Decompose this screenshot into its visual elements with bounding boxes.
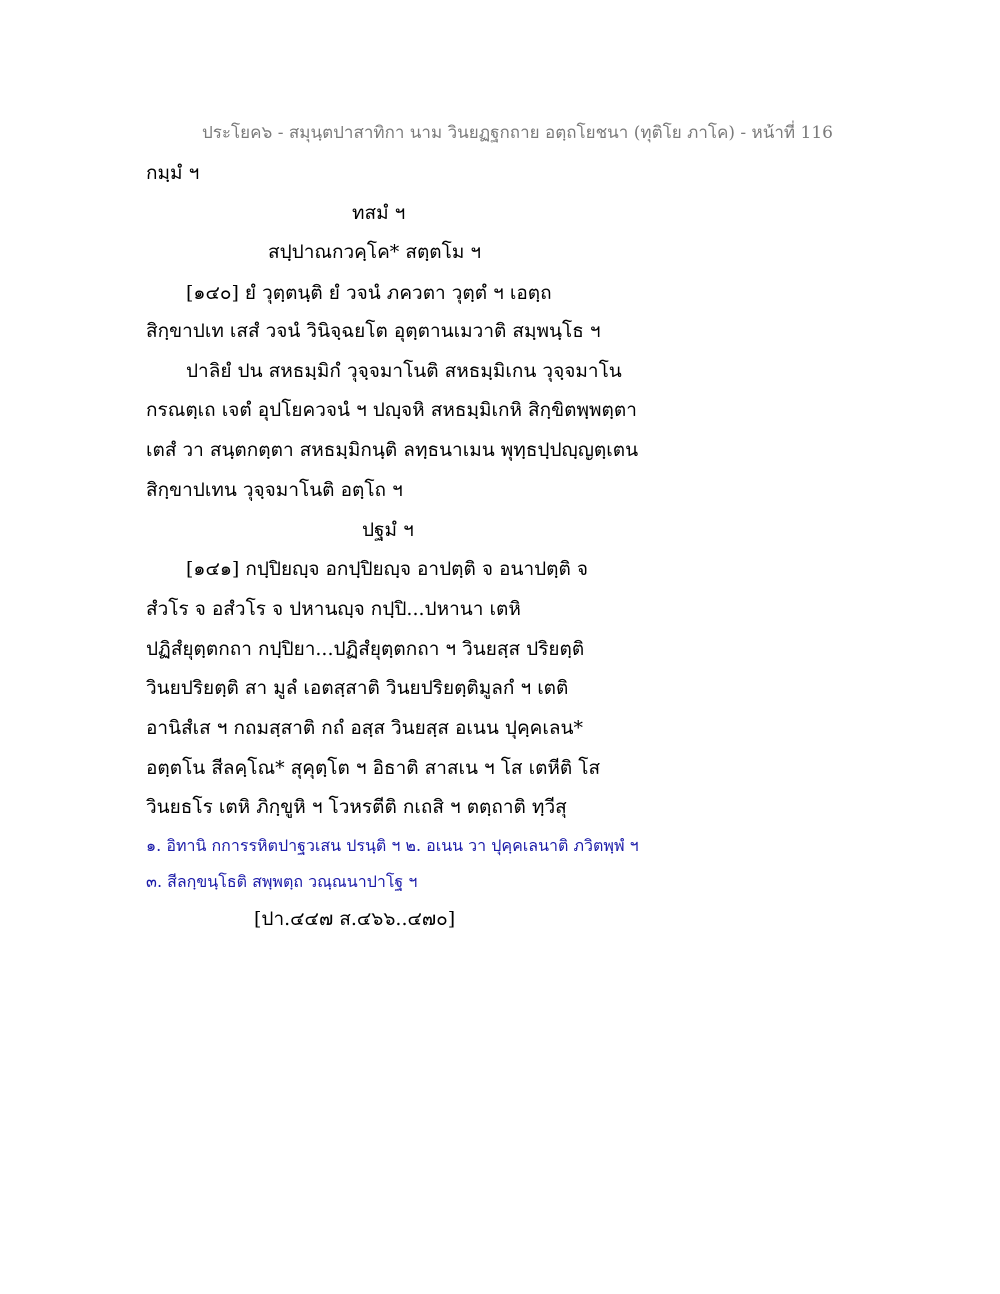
body-line: [๑๔๑] กปฺปิยญฺจ อกปฺปิยญฺจ อาปตฺติ จ อนาปตฺติ จ [186,558,589,580]
body-line: สํวโร จ อสํวโร จ ปหานญฺจ กปฺปิ...ปหานา เตหิ [146,598,521,620]
body-line: วินยปริยตฺติ สา มูลํ เอตสฺสาติ วินยปริยตฺติมูลกํ ฯ เตติ [146,677,569,699]
body-line: สิกฺขาปเท เสสํ วจนํ วินิจฺฉยโต อุตฺตานเมวาติ สมฺพนฺโธ ฯ [146,320,601,342]
body-line: กรณตฺเถ เจตํ อุปโยควจนํ ฯ ปญฺจหิ สหธมฺมิเกหิ สิกฺขิตพฺพตฺตา [146,399,637,421]
page-reference: [ปา.๔๔๗ ส.๔๖๖..๔๗๐] [254,908,456,930]
chapter-heading: สปฺปาณกวคฺโค* สตฺตโม ฯ [268,241,482,263]
body-line: อตฺตโน สีลคฺโณ* สุคุตฺโต ฯ อิธาติ สาสเน ฯ โส เตหีติ โส [146,757,601,779]
body-line: อานิสํเส ฯ กถมสฺสาติ กถํ อสฺส วินยสฺส อเนน ปุคฺคเลน* [146,717,584,739]
body-line: กมฺมํ ฯ [146,162,200,184]
section-heading: ทสมํ ฯ [352,202,406,224]
body-line: วินยธโร เตหิ ภิกฺขูหิ ฯ โวหรตีติ กเถสิ ฯ ตตฺถาติ ทฺวีสุ [146,796,567,818]
footnote-line: ๑. อิทานิ กการรหิตปาฐวเสน ปรนฺติ ฯ ๒. อเนน วา ปุคฺคเลนาติ ภวิตพฺพํ ฯ [146,836,639,855]
section-heading: ปฐมํ ฯ [362,519,414,541]
body-line: เตสํ วา สนฺตกตฺตา สหธมฺมิกนฺติ ลทฺธนาเมน พุทฺธปฺปญฺญตฺเตน [146,439,639,461]
page-header: ประโยค๖ - สมุนฺตปาสาทิกา นาม วินยฏฐกถาย อตฺถโยชนา (ทุติโย ภาโค) - หน้าที่ 116 [202,123,833,143]
body-line: สิกฺขาปเทน วุจฺจมาโนติ อตฺโถ ฯ [146,479,403,501]
body-line: ปฏิสํยุตฺตกถา กปฺปิยา...ปฏิสํยุตฺตกถา ฯ วินยสฺส ปริยตฺติ [146,638,585,660]
footnote-line: ๓. สีลกฺขนฺโธติ สพฺพตฺถ วณฺณนาปาโฐ ฯ [146,872,418,891]
body-line: ปาลิยํ ปน สหธมฺมิกํ วุจฺจมาโนติ สหธมฺมิเกน วุจฺจมาโน [186,360,622,382]
body-line: [๑๔๐] ยํ วุตฺตนฺติ ยํ วจนํ ภควตา วุตฺตํ ฯ เอตฺถ [186,282,552,304]
